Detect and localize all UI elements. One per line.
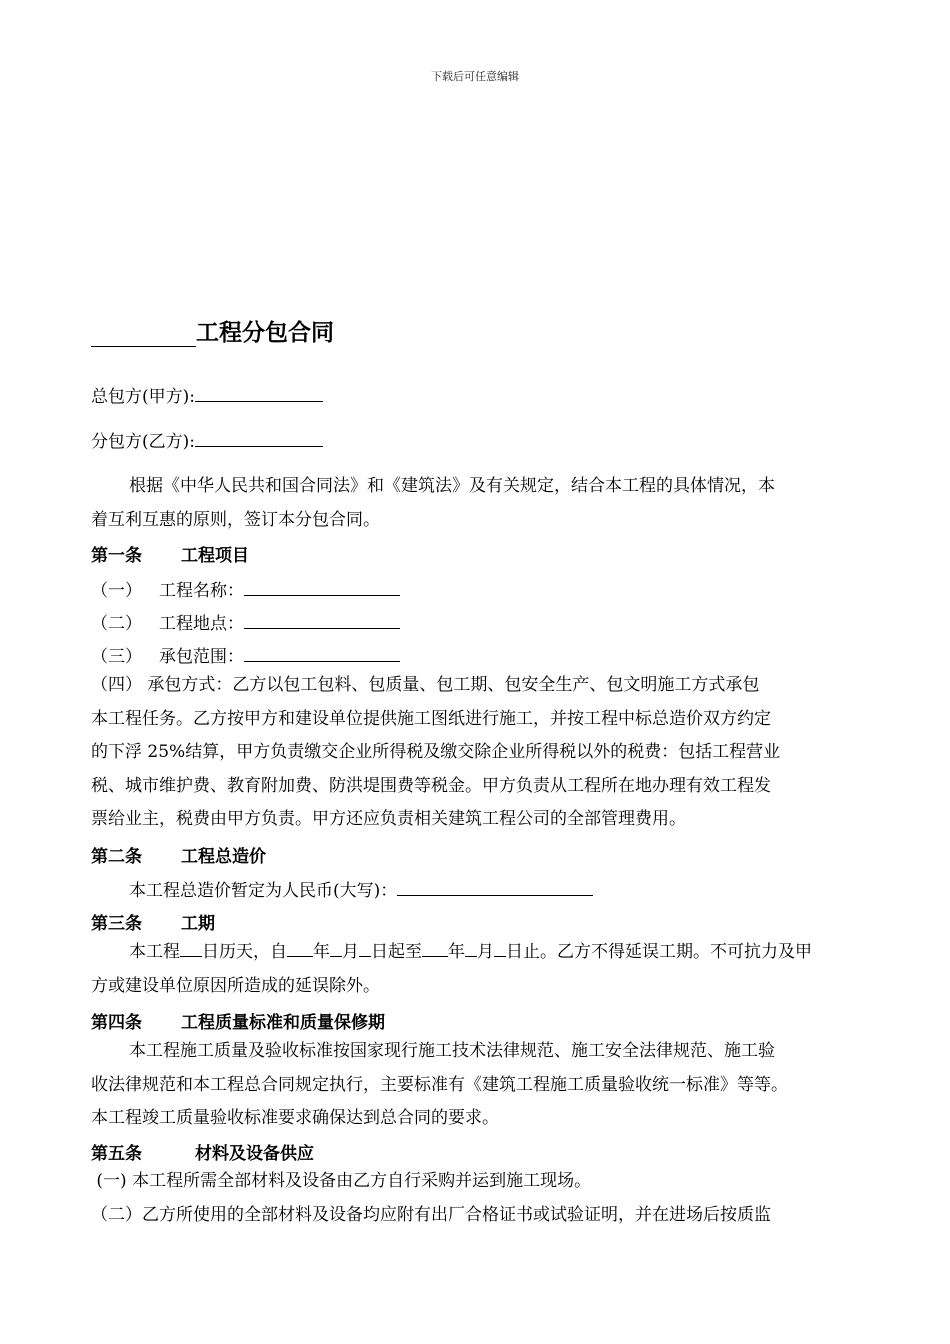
article-2-text (129, 876, 593, 901)
intro-line: 着互利互惠的原则，签订本分包合同。 (91, 509, 380, 530)
text-part: 日历天，自 (202, 942, 287, 962)
item-label: 工程地点： (159, 614, 244, 634)
paragraph-line: 本工程任务。乙方按甲方和建设单位提供施工图纸进行施工，并按工程中标总造价双方约定 (91, 708, 771, 729)
paragraph-line: 票给业主，税费由甲方负责。甲方还应负责相关建筑工程公司的全部管理费用。 (91, 809, 686, 829)
intro-line: 根据《中华人民共和国合同法》和《建筑法》及有关规定，结合本工程的具体情况，本 (129, 476, 775, 496)
text-part: 年 (448, 942, 465, 962)
start-year-blank (287, 940, 313, 957)
paragraph-line: 收法律规范和本工程总合同规定执行，主要标准有《建筑工程施工质量验收统一标准》等等。 (91, 1074, 788, 1095)
text-part: 月 (477, 942, 494, 962)
schedule-line (91, 936, 865, 970)
article-1-item-4 (91, 669, 865, 837)
article-2-heading (91, 842, 266, 867)
item-blank (244, 577, 400, 596)
paragraph-line: 的下浮 25%结算，甲方负责缴交企业所得税及缴交除企业所得税以外的税费：包括工程营业 (91, 742, 781, 762)
item-label: 承包范围： (159, 647, 244, 667)
end-day-blank (494, 940, 506, 957)
article-1-item (91, 576, 400, 601)
article-title: 工程总造价 (181, 847, 266, 867)
days-blank (180, 940, 202, 957)
total-price-label: 本工程总造价暂定为人民币(大写)： (129, 881, 398, 901)
text-part: 本工程 (129, 942, 180, 962)
article-4-heading (91, 1008, 385, 1033)
end-month-blank (465, 940, 477, 957)
party-b-blank (195, 428, 323, 447)
start-day-blank (359, 940, 371, 957)
party-a-label: 总包方(甲方): (91, 387, 195, 407)
document-title (91, 314, 334, 347)
paragraph-line: (一) 本工程所需全部材料及设备由乙方自行采购并运到施工现场。 (91, 1171, 592, 1191)
article-title: 工期 (181, 914, 215, 934)
article-1-heading (91, 541, 249, 566)
intro-paragraph (91, 470, 865, 537)
paragraph-line: （二）乙方所使用的全部材料及设备均应附有出厂合格证书或试验证明，并在进场后按质监 (91, 1204, 771, 1225)
article-number: 第一条 (91, 546, 142, 566)
article-number: 第二条 (91, 847, 142, 867)
article-1-item (91, 642, 400, 667)
text-part: 月 (342, 942, 359, 962)
paragraph-line: 本工程竣工质量验收标准要求确保达到总合同的要求。 (91, 1108, 499, 1128)
item-index: （三） (91, 647, 142, 667)
party-b-line (91, 428, 323, 454)
article-3-paragraph (91, 936, 865, 1003)
header-note: 下载后可任意编辑 (431, 70, 519, 83)
text-part: 年 (313, 942, 330, 962)
article-5-heading (91, 1139, 314, 1164)
start-month-blank (330, 940, 342, 957)
article-title: 材料及设备供应 (195, 1144, 314, 1164)
article-3-heading (91, 909, 215, 934)
party-a-line (91, 383, 323, 409)
item-blank (244, 643, 400, 662)
text-part: 日起至 (371, 942, 422, 962)
end-year-blank (422, 940, 448, 957)
paragraph-line: 本工程施工质量及验收标准按国家现行施工技术法律规范、施工安全法律规范、施工验 (129, 1041, 775, 1061)
article-1-item (91, 609, 400, 634)
article-5-paragraph (91, 1165, 865, 1232)
paragraph-line: （四） 承包方式：乙方以包工包料、包质量、包工期、包安全生产、包文明施工方式承包 (91, 675, 760, 695)
article-number: 第三条 (91, 914, 142, 934)
paragraph-line: 税、城市维护费、教育附加费、防洪堤围费等税金。甲方负责从工程所在地办理有效工程发 (91, 775, 771, 796)
title-text: 工程分包合同 (196, 320, 334, 346)
article-4-paragraph (91, 1035, 881, 1136)
text-part: 日止。乙方不得延误工期。不可抗力及甲 (506, 942, 812, 962)
party-a-blank (195, 383, 323, 402)
article-title: 工程质量标准和质量保修期 (181, 1013, 385, 1033)
schedule-line: 方或建设单位原因所造成的延误除外。 (91, 975, 380, 996)
total-price-blank (397, 879, 593, 896)
item-blank (244, 610, 400, 629)
article-title: 工程项目 (181, 546, 249, 566)
article-number: 第五条 (91, 1144, 142, 1164)
article-number: 第四条 (91, 1013, 142, 1033)
item-label: 工程名称： (159, 581, 244, 601)
item-index: （二） (91, 614, 142, 634)
title-blank (91, 320, 196, 347)
item-index: （一） (91, 581, 142, 601)
party-b-label: 分包方(乙方): (91, 432, 195, 452)
